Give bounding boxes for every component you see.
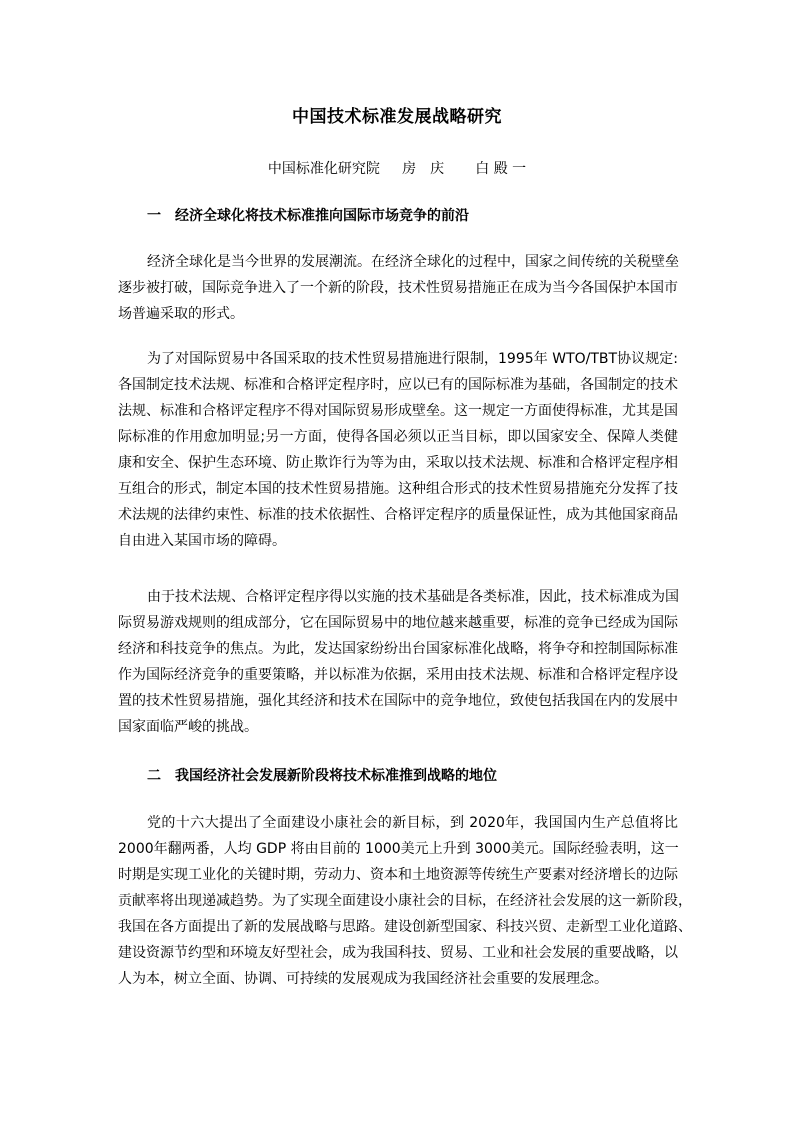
paragraph <box>118 346 678 554</box>
text-line: 时期是实现工业化的关键时期，劳动力、资本和土地资源等传统生产要素对经济增长的边际 <box>118 867 678 883</box>
text-line: 自由进入某国市场的障碍。 <box>118 533 286 549</box>
paragraph <box>118 584 678 740</box>
text-line: 为了对国际贸易中各国采取的技术性贸易措施进行限制，1995年 WTO/TBT协议规定: <box>147 351 678 367</box>
text-line: 置的技术性贸易措施，强化其经济和技术在国际中的竞争地位，致使包括我国在内的发展中 <box>118 693 678 709</box>
author-name: 白 殿 一 <box>475 161 527 177</box>
text-line: 逐步被打破，国际竞争进入了一个新的阶段，技术性贸易措施正在成为当今各国保护本国市 <box>118 280 678 296</box>
text-line: 际标准的作用愈加明显;另一方面，使得各国必须以正当目标，即以国家安全、保障人类健 <box>118 429 678 445</box>
section-heading: 一 经济全球化将技术标准推向国际市场竞争的前沿 <box>147 208 469 224</box>
text-line: 经济全球化是当今世界的发展潮流。在经济全球化的过程中，国家之间传统的关税壁垒 <box>147 254 679 270</box>
document-title: 中国技术标准发展战略研究 <box>292 107 502 127</box>
text-line: 党的十六大提出了全面建设小康社会的新目标，到 2020年，我国国内生产总值将比 <box>147 815 678 831</box>
text-line: 经济和科技竞争的焦点。为此，发达国家纷纷出台国家标准化战略，将争夺和控制国际标准 <box>118 641 678 657</box>
author-name: 房 庆 <box>402 161 445 177</box>
text-line: 法规、标准和合格评定程序不得对国际贸易形成壁垒。这一规定一方面使得标准，尤其是国 <box>118 403 678 419</box>
text-line: 场普遍采取的形式。 <box>118 306 244 322</box>
section-heading: 二 我国经济社会发展新阶段将技术标准推到战略的地位 <box>147 768 497 784</box>
text-line: 术法规的法律约束性、标准的技术依据性、合格评定程序的质量保证性，成为其他国家商品 <box>118 507 678 523</box>
text-line: 作为国际经济竞争的重要策略，并以标准为依据，采用由技术法规、标准和合格评定程序设 <box>118 667 678 683</box>
byline <box>0 158 794 180</box>
text-line: 2000年翻两番，人均 GDP 将由目前的 1000美元上升到 3000美元。国际经验表明，这一 <box>118 841 679 857</box>
paragraph <box>118 249 678 327</box>
institute-name: 中国标准化研究院 <box>267 161 380 177</box>
text-line: 国家面临严峻的挑战。 <box>118 719 258 735</box>
paragraph <box>118 810 692 992</box>
text-line: 建设资源节约型和环境友好型社会，成为我国科技、贸易、工业和社会发展的重要战略，以 <box>118 945 678 961</box>
text-line: 际贸易游戏规则的组成部分，它在国际贸易中的地位越来越重要，标准的竞争已经成为国际 <box>118 615 678 631</box>
text-line: 我国在各方面提出了新的发展战略与思路。建设创新型国家、科技兴贸、走新型工业化道路、 <box>118 919 692 935</box>
text-line: 互组合的形式，制定本国的技术性贸易措施。这种组合形式的技术性贸易措施充分发挥了技 <box>118 481 678 497</box>
text-line: 康和安全、保护生态环境、防止欺诈行为等为由，采取以技术法规、标准和合格评定程序相 <box>118 455 678 471</box>
text-line: 人为本，树立全面、协调、可持续的发展观成为我国经济社会重要的发展理念。 <box>118 971 608 987</box>
text-line: 各国制定技术法规、标准和合格评定程序时，应以已有的国际标准为基础，各国制定的技术 <box>118 377 678 393</box>
text-line: 由于技术法规、合格评定程序得以实施的技术基础是各类标准，因此，技术标准成为国 <box>147 589 679 605</box>
text-line: 贡献率将出现递减趋势。为了实现全面建设小康社会的目标，在经济社会发展的这一新阶段， <box>118 893 692 909</box>
